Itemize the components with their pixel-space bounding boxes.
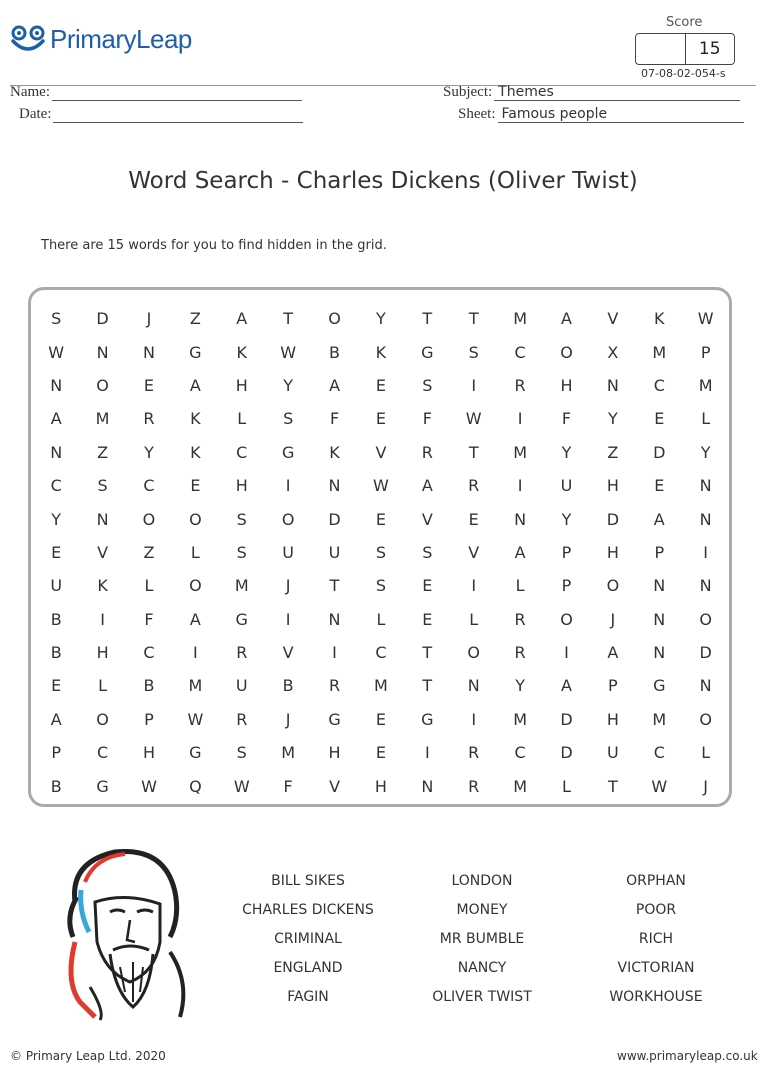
grid-letter[interactable]: E [143, 375, 155, 395]
grid-letter[interactable]: O [189, 576, 202, 596]
grid-letter[interactable]: B [329, 342, 341, 362]
grid-letter[interactable]: L [144, 576, 154, 596]
grid-letter[interactable]: B [50, 776, 62, 796]
grid-letter[interactable]: P [700, 342, 711, 362]
grid-letter[interactable]: N [653, 576, 666, 596]
grid-letter[interactable]: E [375, 409, 386, 429]
grid-letter[interactable]: Z [189, 309, 201, 329]
grid-letter[interactable]: I [285, 609, 291, 629]
grid-letter[interactable]: R [514, 375, 526, 395]
grid-letter[interactable]: A [50, 409, 62, 429]
grid-letter[interactable]: U [50, 576, 63, 596]
grid-letter[interactable]: T [607, 776, 618, 796]
grid-letter[interactable]: A [607, 643, 619, 663]
grid-letter[interactable]: N [699, 509, 712, 529]
grid-letter[interactable]: I [471, 375, 477, 395]
grid-letter[interactable]: G [281, 442, 295, 462]
grid-letter[interactable]: E [422, 576, 433, 596]
grid-row [33, 603, 729, 636]
grid-letter[interactable]: M [513, 776, 527, 796]
grid-letter[interactable]: I [517, 409, 523, 429]
grid-letter[interactable]: R [468, 743, 480, 763]
grid-letter[interactable]: V [421, 509, 433, 529]
grid-letter[interactable]: P [561, 542, 572, 562]
grid-letter[interactable]: E [654, 409, 665, 429]
grid-letter[interactable]: G [96, 776, 109, 796]
grid-row [33, 335, 729, 368]
grid-letter[interactable]: N [50, 375, 63, 395]
grid-letter[interactable]: Y [561, 509, 572, 529]
grid-letter[interactable]: I [564, 643, 569, 663]
score-entry[interactable] [636, 34, 685, 64]
grid-letter[interactable]: O [142, 509, 156, 529]
grid-letter[interactable]: U [282, 542, 294, 562]
grid-letter[interactable]: I [517, 476, 523, 496]
grid-letter[interactable]: X [607, 342, 619, 362]
word-list-column-3 [571, 870, 741, 1015]
grid-letter[interactable]: G [421, 709, 434, 729]
grid-letter[interactable]: S [236, 542, 247, 562]
grid-letter[interactable]: U [328, 542, 341, 562]
grid-letter[interactable]: O [606, 576, 620, 596]
grid-letter[interactable]: Y [607, 409, 618, 429]
grid-letter[interactable]: R [468, 776, 480, 796]
grid-letter[interactable]: Y [376, 309, 386, 329]
date-label: Date: [19, 106, 52, 122]
grid-letter[interactable]: W [697, 309, 714, 329]
grid-letter[interactable]: S [97, 476, 108, 496]
grid-row [33, 703, 729, 736]
grid-row [33, 536, 729, 569]
word-item: ORPHAN [626, 873, 686, 889]
grid-letter[interactable]: L [376, 609, 386, 629]
grid-letter[interactable]: Y [51, 509, 62, 529]
grid-letter[interactable]: E [375, 509, 386, 529]
grid-row [33, 569, 729, 602]
grid-letter[interactable]: M [374, 676, 388, 696]
grid-letter[interactable]: F [144, 609, 154, 629]
grid-letter[interactable]: C [514, 743, 526, 763]
grid-letter[interactable]: E [375, 375, 386, 395]
grid-letter[interactable]: R [236, 643, 248, 663]
grid-letter[interactable]: H [235, 476, 248, 496]
word-item: LONDON [451, 873, 513, 889]
grid-letter[interactable]: C [97, 743, 109, 763]
grid-letter[interactable]: K [375, 342, 387, 362]
grid-letter[interactable]: E [51, 676, 62, 696]
grid-letter[interactable]: U [560, 476, 573, 496]
score-total: 15 [685, 34, 735, 64]
grid-letter[interactable]: S [422, 542, 433, 562]
word-list-column-1 [223, 870, 393, 1015]
grid-letter[interactable]: L [190, 542, 200, 562]
grid-letter[interactable]: E [51, 542, 62, 562]
grid-letter[interactable]: Y [283, 375, 294, 395]
grid-letter[interactable]: H [606, 476, 619, 496]
sheet-code: 07-08-02-054-s [641, 67, 726, 80]
grid-letter[interactable]: C [50, 476, 62, 496]
grid-letter[interactable]: R [514, 609, 526, 629]
footer-copyright: © Primary Leap Ltd. 2020 [10, 1049, 166, 1063]
grid-letter[interactable]: N [653, 609, 666, 629]
grid-letter[interactable]: P [144, 709, 154, 729]
grid-letter[interactable]: C [514, 342, 526, 362]
grid-letter[interactable]: F [561, 409, 572, 429]
grid-letter[interactable]: N [142, 342, 155, 362]
word-item: WORKHOUSE [609, 989, 703, 1005]
grid-letter[interactable]: I [285, 476, 291, 496]
grid-letter[interactable]: N [699, 676, 712, 696]
grid-letter[interactable]: G [189, 743, 202, 763]
word-item: VICTORIAN [617, 960, 695, 976]
grid-row [33, 469, 729, 502]
subject-value: Themes [494, 84, 740, 101]
grid-letter[interactable]: E [422, 609, 433, 629]
grid-letter[interactable]: N [467, 676, 480, 696]
grid-letter[interactable]: D [653, 442, 666, 462]
grid-letter[interactable]: M [95, 409, 110, 429]
grid-letter[interactable]: S [375, 576, 386, 596]
word-search-grid[interactable] [33, 302, 729, 803]
primaryleap-logo [10, 24, 192, 55]
word-item: ENGLAND [273, 960, 343, 976]
grid-letter[interactable]: N [699, 476, 712, 496]
word-item: CRIMINAL [274, 931, 342, 947]
grid-letter[interactable]: O [189, 509, 202, 529]
grid-letter[interactable]: F [422, 409, 432, 429]
grid-row [33, 769, 729, 802]
grid-letter[interactable]: I [703, 542, 709, 562]
grid-letter[interactable]: N [96, 509, 109, 529]
grid-letter[interactable]: C [143, 476, 155, 496]
grid-letter[interactable]: B [282, 676, 294, 696]
grid-letter[interactable]: K [654, 309, 665, 329]
grid-letter[interactable]: V [329, 776, 341, 796]
grid-row [33, 302, 729, 335]
grid-letter[interactable]: W [233, 776, 250, 796]
grid-letter[interactable]: B [50, 643, 62, 663]
grid-letter[interactable]: V [97, 542, 109, 562]
word-item: BILL SIKES [271, 873, 345, 889]
grid-letter[interactable]: D [328, 509, 341, 529]
grid-letter[interactable]: D [560, 743, 573, 763]
grid-letter[interactable]: D [560, 709, 573, 729]
grid-letter[interactable]: N [328, 476, 341, 496]
name-label: Name: [10, 84, 50, 100]
grid-letter[interactable]: A [653, 509, 665, 529]
grid-letter[interactable]: A [514, 542, 526, 562]
grid-letter[interactable]: D [606, 509, 620, 529]
grid-letter[interactable]: Y [561, 442, 572, 462]
word-item: OLIVER TWIST [432, 989, 532, 1005]
grid-letter[interactable]: A [421, 476, 433, 496]
grid-letter[interactable]: G [328, 709, 341, 729]
grid-letter[interactable]: M [513, 309, 527, 329]
grid-letter[interactable]: N [96, 342, 109, 362]
grid-letter[interactable]: T [329, 576, 340, 596]
grid-letter[interactable]: J [146, 309, 152, 329]
grid-letter[interactable]: I [332, 643, 337, 663]
grid-letter[interactable]: Z [143, 542, 155, 562]
subject-field [443, 84, 740, 101]
grid-letter[interactable]: B [143, 676, 155, 696]
grid-letter[interactable]: O [281, 509, 295, 529]
grid-letter[interactable]: T [422, 643, 433, 663]
grid-letter[interactable]: P [608, 676, 618, 696]
grid-letter[interactable]: H [235, 375, 248, 395]
grid-letter[interactable]: H [328, 743, 341, 763]
grid-letter[interactable]: T [422, 676, 433, 696]
grid-letter[interactable]: T [468, 309, 479, 329]
grid-letter[interactable]: H [142, 743, 155, 763]
grid-letter[interactable]: A [236, 309, 248, 329]
grid-letter[interactable]: Y [144, 442, 154, 462]
grid-letter[interactable]: G [189, 342, 202, 362]
grid-letter[interactable]: N [421, 776, 434, 796]
grid-letter[interactable]: N [699, 576, 712, 596]
grid-letter[interactable]: W [141, 776, 157, 796]
grid-letter[interactable]: J [703, 776, 709, 796]
grid-letter[interactable]: L [98, 676, 108, 696]
grid-letter[interactable]: S [236, 509, 247, 529]
grid-letter[interactable]: G [421, 342, 434, 362]
grid-letter[interactable]: L [237, 409, 247, 429]
grid-letter[interactable]: K [190, 409, 201, 429]
grid-letter[interactable]: P [561, 576, 572, 596]
grid-letter[interactable]: L [515, 576, 525, 596]
grid-letter[interactable]: W [187, 709, 204, 729]
grid-letter[interactable]: A [50, 709, 62, 729]
grid-letter[interactable]: H [606, 709, 619, 729]
grid-letter[interactable]: S [236, 743, 247, 763]
grid-letter[interactable]: M [513, 442, 527, 462]
grid-letter[interactable]: D [96, 309, 109, 329]
grid-letter[interactable]: L [701, 409, 711, 429]
grid-letter[interactable]: V [282, 643, 294, 663]
grid-letter[interactable]: L [562, 776, 571, 796]
grid-letter[interactable]: P [654, 542, 665, 562]
grid-row [33, 669, 729, 702]
grid-letter[interactable]: E [468, 509, 479, 529]
grid-letter[interactable]: W [48, 342, 65, 362]
grid-letter[interactable]: D [699, 643, 712, 663]
grid-letter[interactable]: N [328, 609, 341, 629]
sheet-value: Famous people [498, 106, 744, 123]
name-field [10, 84, 302, 101]
grid-letter[interactable]: N [50, 442, 63, 462]
grid-letter[interactable]: E [190, 476, 201, 496]
grid-letter[interactable]: A [329, 375, 341, 395]
grid-letter[interactable]: E [654, 476, 665, 496]
grid-letter[interactable]: V [468, 542, 480, 562]
grid-letter[interactable]: W [373, 476, 389, 496]
grid-letter[interactable]: T [468, 442, 479, 462]
sheet-field [458, 106, 744, 123]
grid-letter[interactable]: K [97, 576, 108, 596]
grid-letter[interactable]: A [561, 676, 572, 696]
grid-letter[interactable]: Z [97, 442, 109, 462]
name-input-line[interactable] [52, 84, 302, 101]
grid-letter[interactable]: M [188, 676, 203, 696]
grid-letter[interactable]: V [375, 442, 387, 462]
grid-letter[interactable]: I [193, 643, 198, 663]
footer-website[interactable]: www.primaryleap.co.uk [617, 1049, 758, 1063]
word-list-column-2 [397, 870, 567, 1015]
grid-letter[interactable]: C [653, 743, 665, 763]
grid-letter[interactable]: J [610, 609, 616, 629]
grid-letter[interactable]: O [699, 709, 712, 729]
grid-letter[interactable]: O [96, 709, 109, 729]
grid-letter[interactable]: H [96, 643, 109, 663]
grid-letter[interactable]: T [422, 309, 433, 329]
grid-letter[interactable]: Q [189, 776, 202, 796]
grid-letter[interactable]: M [513, 709, 527, 729]
grid-letter[interactable]: O [96, 375, 109, 395]
word-item: NANCY [457, 960, 507, 976]
grid-letter[interactable]: O [467, 643, 480, 663]
grid-letter[interactable]: L [469, 609, 479, 629]
grid-row [33, 736, 729, 769]
date-field [19, 106, 303, 123]
word-item: MR BUMBLE [439, 931, 525, 947]
word-item: FAGIN [287, 989, 329, 1005]
date-input-line[interactable] [53, 106, 303, 123]
grid-letter[interactable]: J [285, 576, 291, 596]
grid-letter[interactable]: M [652, 342, 667, 362]
grid-row [33, 402, 729, 435]
grid-row [33, 436, 729, 469]
grid-letter[interactable]: R [468, 476, 480, 496]
grid-letter[interactable]: L [701, 743, 711, 763]
grid-letter[interactable]: C [375, 643, 387, 663]
grid-letter[interactable]: P [51, 743, 62, 763]
grid-letter[interactable]: M [698, 375, 713, 395]
grid-letter[interactable]: I [100, 609, 105, 629]
grid-letter[interactable]: K [190, 442, 201, 462]
grid-letter[interactable]: G [653, 676, 666, 696]
grid-letter[interactable]: R [236, 709, 248, 729]
grid-letter[interactable]: C [653, 375, 665, 395]
word-item: CHARLES DICKENS [242, 902, 374, 918]
grid-letter[interactable]: R [421, 442, 433, 462]
grid-letter[interactable]: C [236, 442, 248, 462]
word-item: MONEY [456, 902, 508, 918]
grid-letter[interactable]: N [653, 643, 666, 663]
grid-row [33, 502, 729, 535]
grid-letter[interactable]: S [468, 342, 479, 362]
grid-letter[interactable]: T [283, 309, 294, 329]
page-title: Word Search - Charles Dickens (Oliver Twist) [128, 168, 638, 194]
grid-letter[interactable]: F [283, 776, 293, 796]
grid-letter[interactable]: F [329, 409, 340, 429]
grid-row [33, 636, 729, 669]
brand-name: PrimaryLeap [50, 24, 192, 54]
grid-letter[interactable]: H [606, 542, 619, 562]
grid-letter[interactable]: A [189, 375, 201, 395]
grid-letter[interactable]: S [422, 375, 433, 395]
grid-letter[interactable]: E [375, 709, 386, 729]
grid-letter[interactable]: H [374, 776, 387, 796]
grid-letter[interactable]: R [514, 643, 526, 663]
grid-letter[interactable]: Y [515, 676, 525, 696]
subject-label: Subject: [443, 84, 493, 100]
grid-letter[interactable]: U [607, 743, 619, 763]
frog-icon [10, 25, 46, 55]
grid-letter[interactable]: I [471, 576, 477, 596]
grid-letter[interactable]: N [514, 509, 527, 529]
grid-letter[interactable]: K [236, 342, 247, 362]
grid-letter[interactable]: S [375, 542, 386, 562]
grid-letter[interactable]: W [465, 409, 482, 429]
grid-letter[interactable]: C [143, 643, 155, 663]
grid-letter[interactable]: E [375, 743, 386, 763]
score-label: Score [666, 15, 703, 30]
sheet-label: Sheet: [458, 106, 496, 122]
word-item: POOR [635, 902, 677, 918]
score-box [635, 33, 735, 65]
grid-letter[interactable]: Z [607, 442, 619, 462]
charles-dickens-portrait [55, 842, 205, 1022]
grid-letter[interactable]: V [607, 309, 619, 329]
grid-letter[interactable]: S [283, 409, 294, 429]
grid-letter[interactable]: A [561, 309, 572, 329]
grid-letter[interactable]: R [328, 676, 341, 696]
grid-row [33, 369, 729, 402]
grid-letter[interactable]: O [560, 342, 573, 362]
grid-letter[interactable]: J [285, 709, 291, 729]
grid-letter[interactable]: G [235, 609, 248, 629]
word-item: RICH [638, 931, 674, 947]
instructions-text: There are 15 words for you to find hidden in the grid. [41, 238, 387, 253]
grid-letter[interactable]: M [652, 709, 667, 729]
grid-letter[interactable]: O [328, 309, 341, 329]
grid-letter[interactable]: B [50, 609, 62, 629]
grid-letter[interactable]: O [560, 609, 573, 629]
grid-letter[interactable]: I [471, 709, 477, 729]
grid-letter[interactable]: Y [700, 442, 711, 462]
grid-letter[interactable]: W [651, 776, 668, 796]
grid-letter[interactable]: M [281, 743, 296, 763]
grid-letter[interactable]: R [143, 409, 155, 429]
grid-letter[interactable]: H [560, 375, 573, 395]
grid-letter[interactable]: I [424, 743, 430, 763]
grid-letter[interactable]: A [189, 609, 201, 629]
grid-letter[interactable]: S [51, 309, 62, 329]
grid-letter[interactable]: U [235, 676, 248, 696]
grid-letter[interactable]: O [699, 609, 712, 629]
grid-letter[interactable]: W [280, 342, 297, 362]
grid-letter[interactable]: K [329, 442, 340, 462]
grid-letter[interactable]: M [234, 576, 249, 596]
grid-letter[interactable]: N [606, 375, 619, 395]
